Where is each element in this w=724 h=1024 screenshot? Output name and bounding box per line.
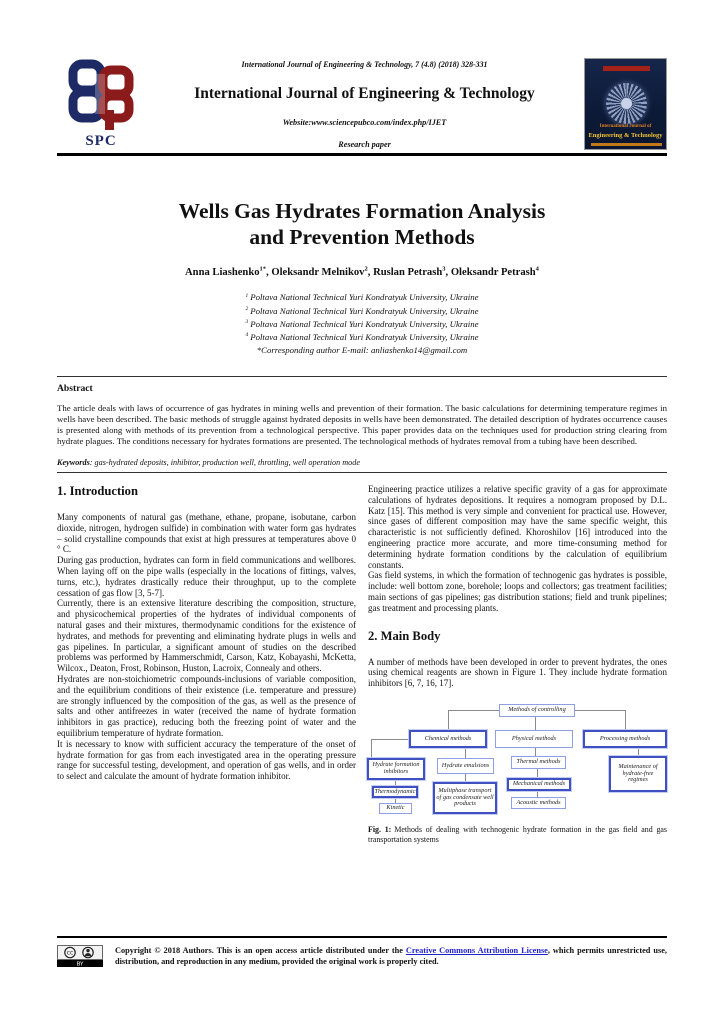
connector	[371, 739, 372, 758]
keywords-text: : gas-hydrated deposits, inhibitor, production well, throttling, well operation mode	[89, 458, 360, 467]
spc-logo-icon	[57, 58, 145, 130]
corresponding-author-email[interactable]: *Corresponding author E-mail: anliashenko14@gmail.com	[256, 345, 468, 356]
figure-box-processing-methods: Processing methods	[583, 730, 667, 748]
affiliation-list	[57, 291, 667, 357]
keywords-line	[57, 458, 667, 467]
section-heading-introduction: 1. Introduction	[57, 484, 138, 498]
turbine-hub	[621, 98, 632, 109]
copyright-text: Copyright © 2018 Authors. This is an open access article distributed under the Creative Commons Attribution License, which permits unrestricted use, distribution, and reproduction in any medium, provided the original work is properly cited.	[115, 946, 667, 967]
publisher-logo-caption: SPC	[85, 133, 117, 149]
figure-box-hydrate-formation-inhibitors: Hydrate formation inhibitors	[367, 758, 425, 780]
figure-box-thermodynamic: Thermodynamic	[372, 786, 418, 798]
connector	[537, 769, 538, 778]
section-heading-main-body: 2. Main Body	[368, 628, 441, 643]
author-list	[57, 267, 667, 278]
abstract-heading: Abstract	[57, 383, 93, 395]
figure-box-kinetic: Kinetic	[379, 803, 412, 814]
connector	[535, 717, 536, 730]
figure-box-acoustic-methods: Acoustic methods	[511, 797, 566, 809]
figure-box-multiphase-transport: Multiphase transport of gas condensate well products	[433, 782, 497, 814]
paragraph: It is necessary to know with sufficient accuracy the temperature of the onset of hydrate formation for gas from each investigated area in the operating pressure range for successful testing, development, and operation of gas wells, and in order to select and calculate the amount of hydrate formation inhibitor.	[57, 738, 356, 782]
affiliation: $^1$ Poltava National Technical Yuri Kondratyuk University, Ukraine	[245, 292, 479, 303]
paragraph: Hydrates are non-stoichiometric compounds-inclusions of variable composition, and the equilibrium conditions of their existence (i.e. temperature and pressure) are strongly influenced by the composition of the gas, as well as the presence of salts and other antifreezes in water (received the name of hydrate formation inhibitors in gas practice), reducing both the freezing point of water and the equilibrium temperature of hydrate formation.	[57, 673, 356, 738]
svg-text:cc: cc	[66, 949, 74, 957]
svg-text:BY: BY	[76, 961, 84, 967]
journal-header	[57, 58, 667, 150]
author: Oleksandr Melnikov$^2$,	[271, 265, 374, 279]
creative-commons-license-link[interactable]: Creative Commons Attribution License	[405, 946, 548, 955]
cc-by-license-icon	[57, 945, 103, 967]
figure-box-mechanical-methods: Mechanical methods	[507, 778, 571, 791]
connector	[638, 748, 639, 756]
author: Oleksandr Petrash$^4$	[450, 265, 539, 279]
paragraph: Gas field systems, in which the formation of technogenic gas hydrates is possible, include: well bottom zone, borehole; loops and collectors; gas treatment facilities; main sections of gas pipelines; gas distribution stations; field and trunk pipelines; gas treatment and processing plants.	[368, 570, 667, 613]
figure-box-methods-of-controlling: Methods of controlling	[499, 704, 575, 717]
connector	[535, 748, 536, 756]
journal-title: International Journal of Engineering & Technology	[194, 85, 535, 102]
cover-banner	[603, 66, 650, 71]
connector	[448, 710, 499, 711]
affiliation: $^3$ Poltava National Technical Yuri Kondratyuk University, Ukraine	[245, 318, 479, 329]
figure-1-caption: Fig. 1: Methods of dealing with technogenic hydrate formation in the gas field and gas transportation systems	[368, 824, 667, 844]
paragraph: A number of methods have been developed in order to prevent hydrates, the ones using chemical reagents are shown in Figure 1. They include hydrate formation inhibitors [6, 7, 16, 17].	[368, 656, 667, 689]
figure-box-thermal-methods: Thermal methods	[511, 756, 566, 769]
figure-1-flowchart	[365, 702, 669, 820]
paper-type-label: Research paper	[338, 140, 391, 149]
cover-journal-name-top: International Journal of	[599, 124, 652, 129]
article-title: Wells Gas Hydrates Formation Analysis and Prevention Methods	[178, 199, 546, 250]
affiliation: $^2$ Poltava National Technical Yuri Kondratyuk University, Ukraine	[245, 305, 479, 316]
keywords-label: Keywords	[57, 458, 90, 467]
abstract-top-divider	[57, 376, 667, 377]
connector	[448, 710, 449, 730]
connector	[465, 748, 466, 758]
figure-1-caption-label: Fig. 1:	[368, 824, 392, 834]
paragraph: During gas production, hydrates can form in field communications and wellbores. When laying off on the pipe walls (especially in the locations of fittings, valves, turns, etc.), hydrates drastically reduce their throughput, up to the complete cessation of gas flow [3, 5-7].	[57, 555, 356, 598]
paragraph: Many components of natural gas (methane, ethane, propane, isobutane, carbon dioxide, nitrogen, hydrogen sulfide) in combination with water form gas hydrates – solid crystalline compounds that exist at high pressures at temperatures above 0 ° C.	[57, 512, 356, 555]
journal-citation: International Journal of Engineering & Technology, 7 (4.8) (2018) 328-331	[241, 60, 488, 69]
connector	[625, 710, 626, 730]
publisher-logo	[57, 58, 145, 150]
connector	[371, 739, 409, 740]
abstract-bottom-divider	[57, 472, 667, 473]
figure-box-chemical-methods: Chemical methods	[409, 730, 487, 748]
paragraph: Currently, there is an extensive literature describing the composition, structure, and physicochemical properties of the hydrates of individual components of natural gases and their mixtures, thermodynamic conditions for the existence of hydrates, and methods for preventing and eliminating hydrate plugs in wells and gas pipelines. In particular, a significant amount of studies on the described problems was performed by Hammerschmidt, Carson, Katz, Kobayashi, McKetta, Wilcox., Deaton, Frost, Robinson, Huston, Lacroix, Connealy and others.	[57, 598, 356, 674]
paragraph: Engineering practice utilizes a relative specific gravity of a gas for approximate calculations of hydrates depositions. It requires a nomogram proposed by D.L. Katz [15]. This method is very simple and convenient for practical use. However, since gases of different composition may have the same specific weight, this characteristic is not sufficiently defined. Khoroshilov [16] introduced into the engineering practice more accurate, and more time-consuming method for determining hydrate formation conditions by the calculation of equilibrium constants.	[368, 484, 667, 570]
journal-cover-image	[584, 58, 667, 150]
affiliation: $^4$ Poltava National Technical Yuri Kondratyuk University, Ukraine	[245, 332, 479, 342]
cover-journal-name-bottom: Engineering & Technology	[588, 132, 663, 139]
author: Ruslan Petrash$^3$,	[373, 265, 451, 279]
figure-box-physical-methods: Physical methods	[495, 730, 573, 748]
left-column	[57, 484, 356, 845]
figure-box-maintenance-hydrate-free: Maintenance of hydrate-free regimes	[609, 756, 667, 792]
connector	[465, 774, 466, 782]
cover-strip	[591, 143, 662, 146]
abstract-text: The article deals with laws of occurrence of gas hydrates in mining wells and prevention of their formation. The basic calculations for determining temperature regimes in wells have been described. The basic methods of struggle against hydrated deposits in wells have been demonstrated. The detailed description of hydrates occurrence causes is presented along with methods of its prevention from a technological perspective. This paper provides data on the techniques used for production string clearing from hydrate plagues. The conditions necessary for hydrates formations are presented. The technological methods of hydrates removal from a tubing have been described.	[57, 403, 667, 447]
right-column	[368, 484, 667, 845]
copyright-footer	[57, 936, 667, 967]
figure-box-hydrate-emulsions: Hydrate emulsions	[437, 758, 494, 774]
connector	[575, 710, 625, 711]
header-divider	[57, 153, 667, 156]
journal-website[interactable]: Website:www.sciencepubco.com/index.php/IJET	[282, 118, 447, 127]
author: Anna Liashenko$^{1*}$,	[185, 265, 272, 279]
